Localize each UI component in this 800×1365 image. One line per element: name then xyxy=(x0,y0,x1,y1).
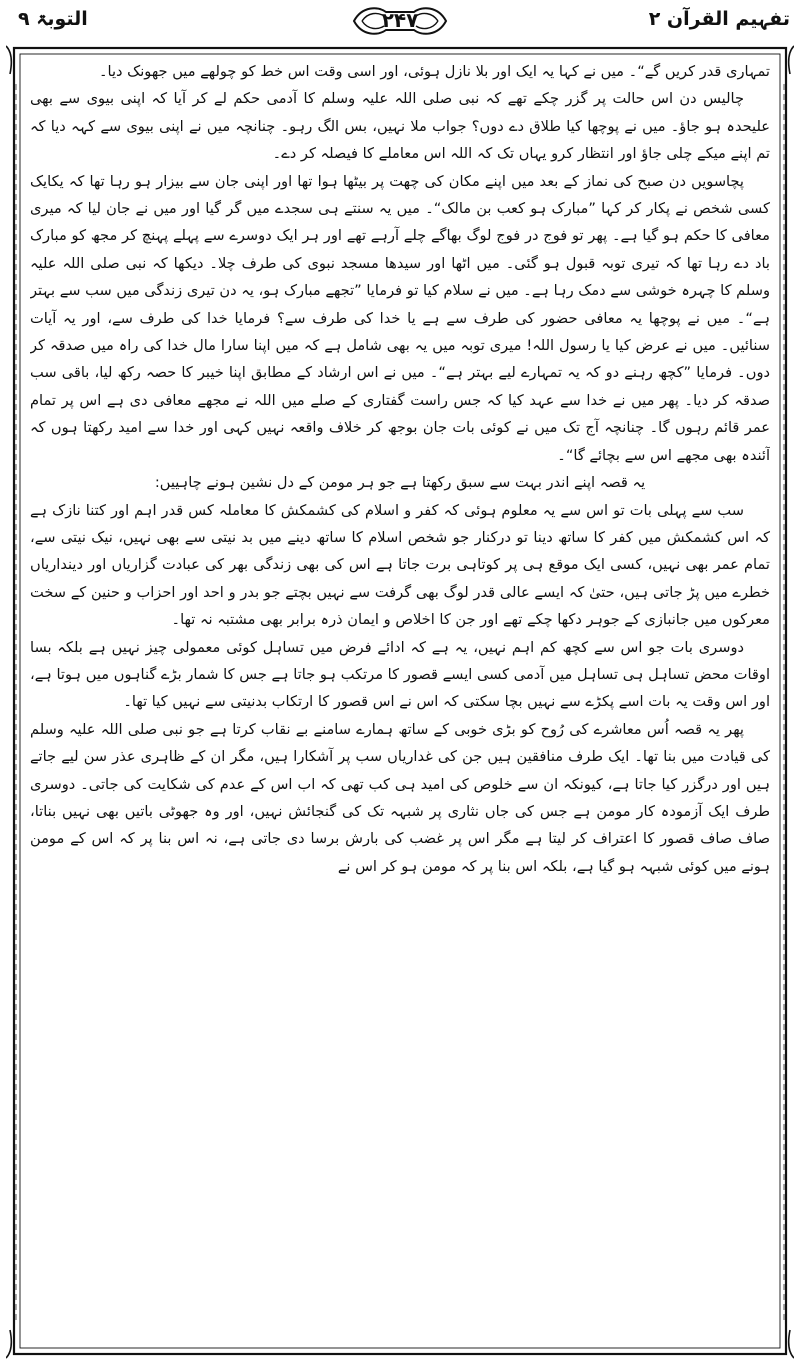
page-number-ornament xyxy=(348,2,452,38)
paragraph: پھر یہ قصہ اُس معاشرے کی رُوح کو بڑی خوبی کے ساتھ ہمارے سامنے بے نقاب کرتا ہے جو نبی صلی اللہ علیہ وسلم کی قیادت میں بنا تھا۔ ایک طرف منافقین ہیں جن کی غداریاں سب پر آشکارا ہیں، مگر ان کے ظاہری عذر سن لیے جاتے ہیں اور درگزر کیا جاتا ہے، کیونکہ ان سے خلوص کی امید ہی کب تھی کہ اب اس کے عدم کی شکایت کی جاتی۔ دوسری طرف ایک آزمودہ کار مومن ہے جس کی جاں نثاری پر شبہہ تک کی گنجائش نہیں، اور وہ جھوٹی باتیں بھی نہیں بناتا، صاف صاف قصور کا اعتراف کر لیتا ہے مگر اس پر غضب کی بارش برسا دی جاتی ہے، نہ اس بنا پر کہ اس کے مومن ہونے میں کوئی شبہہ ہو گیا ہے، بلکہ اس بنا پر کہ مومن ہو کر اس نے xyxy=(30,720,770,875)
paragraph: دوسری بات جو اس سے کچھ کم اہم نہیں، یہ ہے کہ ادائے فرض میں تساہل کوئی معمولی چیز نہیں ہے بلکہ بسا اوقات محض تساہل ہی تساہل میں آدمی کسی ایسے قصور کا مرتکب ہو جاتا ہے جس کا شمار بڑے گناہوں میں ہوتا ہے، اور اس وقت یہ بات اسے پکڑے سے نہیں بچا سکتی کہ اس نے اس قصور کا ارتکاب بدنیتی سے نہیں کیا تھا۔ xyxy=(30,638,770,711)
paragraph: پچاسویں دن صبح کی نماز کے بعد میں اپنے مکان کی چھت پر بیٹھا ہوا تھا اور اپنی جان سے بیزار ہو رہا تھا کہ یکایک کسی شخص نے پکار کر کہا ”مبارک ہو کعب بن مالک“۔ میں یہ سنتے ہی سجدے میں گر گیا اور میں نے جان لیا کہ میری معافی کا حکم ہو گیا ہے۔ پھر تو فوج در فوج لوگ بھاگے چلے آرہے تھے اور ہر ایک دوسرے سے پہلے پہنچ کر مجھ کو مبارک باد دے رہا تھا کہ تیری توبہ قبول ہو گئی۔ میں اٹھا اور سیدھا مسجد نبوی کی طرف چلا۔ دیکھا کہ نبی صلی اللہ علیہ وسلم کا چہرہ خوشی سے دمک رہا ہے۔ میں نے سلام کیا تو فرمایا ”تجھے مبارک ہو، یہ دن تیری زندگی میں سب سے بہتر ہے“۔ میں نے پوچھا یہ معافی حضور کی طرف سے ہے یا خدا کی طرف سے؟ فرمایا خدا کی طرف سے، اور یہ آیات سنائیں۔ میں نے عرض کیا یا رسول اللہ! میری توبہ میں یہ بھی شامل ہے کہ میں اپنا سارا مال خدا کی راہ میں صدقہ کر دوں۔ فرمایا ”کچھ رہنے دو کہ یہ تمہارے لیے بہتر ہے“۔ میں نے اس ارشاد کے مطابق اپنا خیبر کا حصہ رکھ لیا، باقی سب صدقہ کر دیا۔ پھر میں نے خدا سے عہد کیا کہ جس راست گفتاری کے صلے میں اللہ نے مجھے معافی دی ہے اس پر تمام عمر قائم رہوں گا۔ چنانچہ آج تک میں نے کوئی بات جان بوجھ کر خلاف واقعہ نہیں کہی اور خدا سے امید رکھتا ہوں کہ آئندہ بھی مجھے اس سے بچائے گا“۔ xyxy=(30,172,770,464)
surah-label: التوبۃ ۹ xyxy=(18,8,88,30)
page-body xyxy=(30,58,770,1358)
page-number: ۲۴۷ xyxy=(381,8,419,32)
paragraph: تمہاری قدر کریں گے“۔ میں نے کہا یہ ایک اور بلا نازل ہوئی، اور اسی وقت اس خط کو چولھے میں جھونک دیا۔ xyxy=(98,63,770,80)
paragraph: چالیس دن اس حالت پر گزر چکے تھے کہ نبی صلی اللہ علیہ وسلم کا آدمی حکم لے کر آیا کہ اپنی بیوی سے بھی علیحدہ ہو جاؤ۔ میں نے پوچھا کیا طلاق دے دوں؟ جواب ملا نہیں، بس الگ رہو۔ چنانچہ میں نے اپنی بیوی سے کہہ دیا کہ تم اپنے میکے چلی جاؤ اور انتظار کرو یہاں تک کہ اللہ اس معاملے کا فیصلہ کر دے۔ xyxy=(30,90,770,163)
paragraph-heading: یہ قصہ اپنے اندر بہت سے سبق رکھتا ہے جو ہر مومن کے دل نشین ہونے چاہییں: xyxy=(154,474,646,492)
page-header xyxy=(0,0,800,48)
book-title: تفہیم القرآن ۲ xyxy=(648,8,790,30)
paragraph: سب سے پہلی بات تو اس سے یہ معلوم ہوئی کہ کفر و اسلام کی کشمکش کا معاملہ کس قدر اہم اور کتنا نازک ہے کہ اس کشمکش میں کفر کا ساتھ دینا تو درکنار جو شخص اسلام کا ساتھ دینے میں بد نیتی سے بھی نہیں، نیک نیتی سے، تمام عمر بھی نہیں، کسی ایک موقع ہی پر کوتاہی برت جاتا ہے اس کی بھی زندگی بھر کی عبادت گزاریاں اور دینداریاں خطرے میں پڑ جاتی ہیں، حتیٰ کہ ایسے عالی قدر لوگ بھی گرفت سے نہیں بچتے جو بدر و احد اور احزاب و حنین کے سخت معرکوں میں جانبازی کے جوہر دکھا چکے تھے اور جن کا اخلاص و ایمان ذرہ برابر بھی مشتبہ نہ تھا۔ xyxy=(30,501,770,629)
